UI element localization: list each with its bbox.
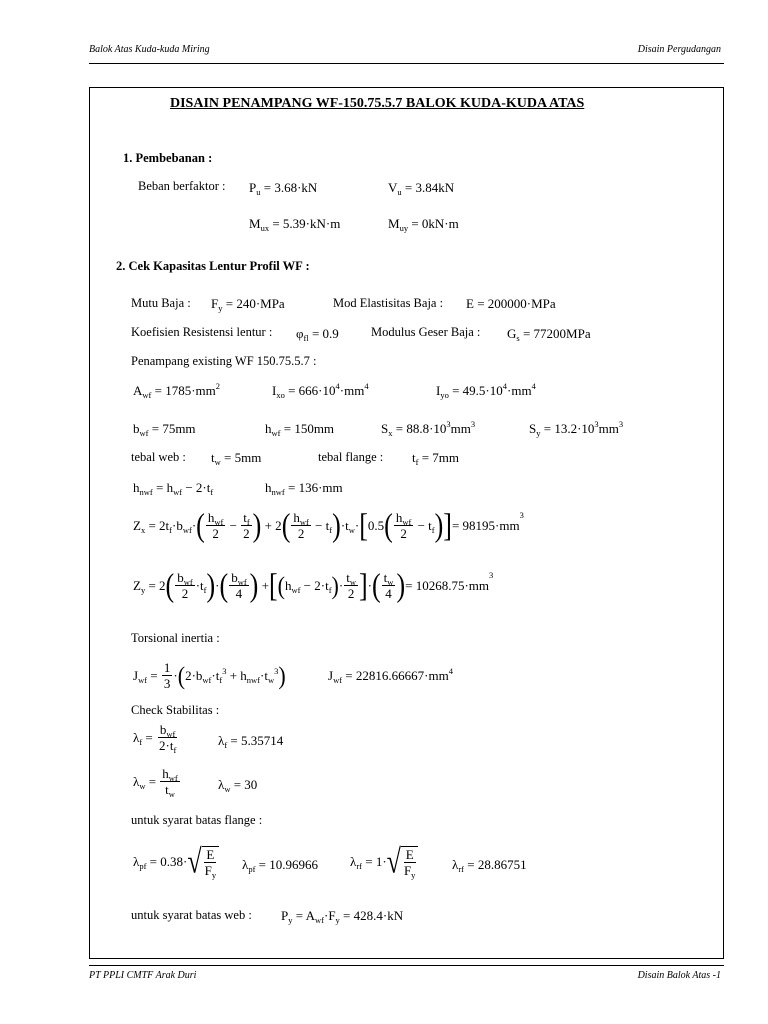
vu-formula: $V_u = 3.84kN$ bbox=[388, 180, 455, 197]
lambda-f-equation: $\lambda_f$ = $\frac{b_{wf}}{2\cdot t_f}$ bbox=[133, 722, 177, 755]
footer-rule bbox=[89, 965, 724, 966]
lambda-f-value: = 5.35714 bbox=[230, 733, 284, 748]
phi-value: = 0.9 bbox=[311, 326, 339, 341]
fy-value: = 240·MPa bbox=[225, 296, 285, 311]
awf-value: = 1785·mm bbox=[154, 383, 216, 398]
footer-left: PT PPLI CMTF Arak Duri bbox=[89, 970, 197, 981]
lambda-rf-value: = 28.86751 bbox=[467, 857, 527, 872]
tf-value: = 7mm bbox=[421, 450, 460, 465]
lambda-rf-coef: = 1· bbox=[365, 854, 387, 869]
tebal-flange-label: tebal flange : bbox=[318, 450, 384, 464]
hnwf-result: $h_{nwf} = 136\cdot mm$ bbox=[265, 480, 343, 497]
lambda-rf-equation: $\lambda_{rf} = 1\cdot$ √ $\frac{E}{F_y}$ bbox=[350, 846, 418, 878]
zy-result: = 10268.75·mm bbox=[405, 577, 489, 593]
tf-formula: $t_f = 7mm$ bbox=[412, 450, 460, 467]
awf-formula: $A_{wf} = 1785\cdot mm^2$ bbox=[133, 381, 221, 400]
header-left: Balok Atas Kuda-kuda Miring bbox=[89, 44, 210, 55]
lambda-pf-equation: $\lambda_{pf} = 0.38\cdot$ √ $\frac{E}{F_y}$ bbox=[133, 846, 219, 878]
lambda-pf-coef: = 0.38· bbox=[149, 854, 188, 869]
muy-formula: $M_{uy} = 0kN\cdot m$ bbox=[388, 216, 459, 233]
tebal-web-label: tebal web : bbox=[131, 450, 186, 464]
sy-formula: $S_y = 13.2\cdot 10^3mm^3$ bbox=[529, 419, 624, 438]
lambda-pf-result: $\lambda_{pf} = 10.96966$ bbox=[242, 857, 318, 874]
lambda-w-value: = 30 bbox=[233, 777, 258, 792]
jwf-value: = 22816.66667·mm bbox=[345, 668, 449, 683]
section-2-heading: 2. Cek Kapasitas Lentur Profil WF : bbox=[116, 259, 310, 273]
pu-formula: $P_u = 3.68\cdot kN$ bbox=[249, 180, 318, 197]
muy-value: = 0kN·m bbox=[411, 216, 459, 231]
sx-value: = 88.8·10 bbox=[395, 421, 447, 436]
hwf-value: = 150mm bbox=[283, 421, 335, 436]
footer-right: Disain Balok Atas -1 bbox=[637, 970, 721, 981]
mux-value: = 5.39·kN·m bbox=[272, 216, 341, 231]
iyo-value: = 49.5·10 bbox=[452, 383, 503, 398]
ixo-formula: $I_{xo} = 666\cdot 10^4\cdot mm^4$ bbox=[272, 381, 369, 400]
mutu-baja-label: Mutu Baja : bbox=[131, 296, 191, 310]
jwf-result: $J_{wf} = 22816.66667\cdot mm^4$ bbox=[328, 666, 453, 685]
bwf-value: = 75mm bbox=[151, 421, 196, 436]
py-value: = 428.4·kN bbox=[343, 908, 404, 923]
tw-value: = 5mm bbox=[224, 450, 262, 465]
ixo-value: = 666·10 bbox=[288, 383, 336, 398]
hwf-formula: $h_{wf} = 150mm$ bbox=[265, 421, 335, 438]
penampang-label: Penampang existing WF 150.75.5.7 : bbox=[131, 354, 317, 368]
gs-formula: $G_s = 77200MPa$ bbox=[507, 326, 591, 343]
e-value: E = 200000·MPa bbox=[466, 296, 556, 311]
pu-value: = 3.68·kN bbox=[263, 180, 318, 195]
py-equation: $P_y = A_{wf}\cdot F_y = 428.4\cdot kN$ bbox=[281, 908, 404, 925]
syarat-flange-label: untuk syarat batas flange : bbox=[131, 813, 263, 827]
mod-elastisitas-label: Mod Elastisitas Baja : bbox=[333, 296, 444, 310]
header-rule bbox=[89, 63, 724, 64]
iyo-formula: $I_{yo} = 49.5\cdot 10^4\cdot mm^4$ bbox=[436, 381, 536, 400]
hnwf-equation: $h_{nwf} = h_{wf} - 2\cdot t_f$ bbox=[133, 480, 214, 497]
jwf-equation: $J_{wf}$ = $\frac{1}{3}$ $\cdot(2\cdot b_{wf}\cdot t_f^3 + h_{nwf}\cdot t_w^3)$ bbox=[133, 660, 286, 691]
check-stabilitas-label: Check Stabilitas : bbox=[131, 703, 220, 717]
phi-formula: $\varphi_{fl} = 0.9$ bbox=[296, 326, 339, 343]
koefisien-label: Koefisien Resistensi lentur : bbox=[131, 325, 273, 339]
bwf-formula: $b_{wf} = 75mm$ bbox=[133, 421, 196, 438]
mux-formula: $M_{ux} = 5.39\cdot kN\cdot m$ bbox=[249, 216, 341, 233]
beban-label: Beban berfaktor : bbox=[138, 179, 226, 193]
lambda-w-result: $\lambda_w = 30$ bbox=[218, 777, 258, 794]
modulus-geser-label: Modulus Geser Baja : bbox=[371, 325, 481, 339]
lambda-w-equation: $\lambda_w$ = $\frac{h_{wf}}{t_w}$ bbox=[133, 766, 178, 799]
gs-value: = 77200MPa bbox=[522, 326, 591, 341]
hnwf-eq-text: = h bbox=[155, 480, 174, 495]
fy-formula: $F_y = 240\cdot MPa$ bbox=[211, 296, 285, 313]
vu-value: = 3.84kN bbox=[404, 180, 455, 195]
lambda-rf-result: $\lambda_{rf} = 28.86751$ bbox=[452, 857, 527, 874]
zx-result: = 98195·mm bbox=[451, 517, 520, 533]
sy-value: = 13.2·10 bbox=[543, 421, 595, 436]
lambda-f-result: $\lambda_f = 5.35714$ bbox=[218, 733, 284, 750]
lambda-pf-value: = 10.96966 bbox=[258, 857, 318, 872]
page-title: DISAIN PENAMPANG WF-150.75.5.7 BALOK KUDA-KUDA ATAS bbox=[170, 96, 585, 111]
torsional-label: Torsional inertia : bbox=[131, 631, 220, 645]
section-1-heading: 1. Pembebanan : bbox=[123, 151, 213, 165]
zx-equation: $Z_x = 2t_f\cdot b_{wf}\cdot$( $\frac{h_{wf}}{2}$ − $\frac{t_f}{2}$ ) + 2( $\frac{h_{wf}}{2}$ − $t_f)\cdot t_w\cdot[0.5$( $\frac{h_{wf}}{2}$ − $t_f)]= 98195\cdot mm^3$ bbox=[133, 506, 524, 543]
tw-formula: $t_w = 5mm$ bbox=[211, 450, 262, 467]
sx-formula: $S_x = 88.8\cdot 10^3mm^3$ bbox=[381, 419, 476, 438]
hnwf-value: = 136·mm bbox=[287, 480, 343, 495]
header-right: Disain Pergudangan bbox=[637, 44, 721, 55]
syarat-web-label: untuk syarat batas web : bbox=[131, 908, 252, 922]
zy-equation: $Z_y = 2$( $\frac{b_{wf}}{2}$ $\cdot t_f)\cdot$( $\frac{b_{wf}}{4}$ ) $+[(h_{wf} - 2\cdot t_f)\cdot$ $\frac{t_w}{2}$ ]·( $\frac{t_w}{4}$ )= $10268.75\cdot mm^3$ bbox=[133, 566, 494, 603]
